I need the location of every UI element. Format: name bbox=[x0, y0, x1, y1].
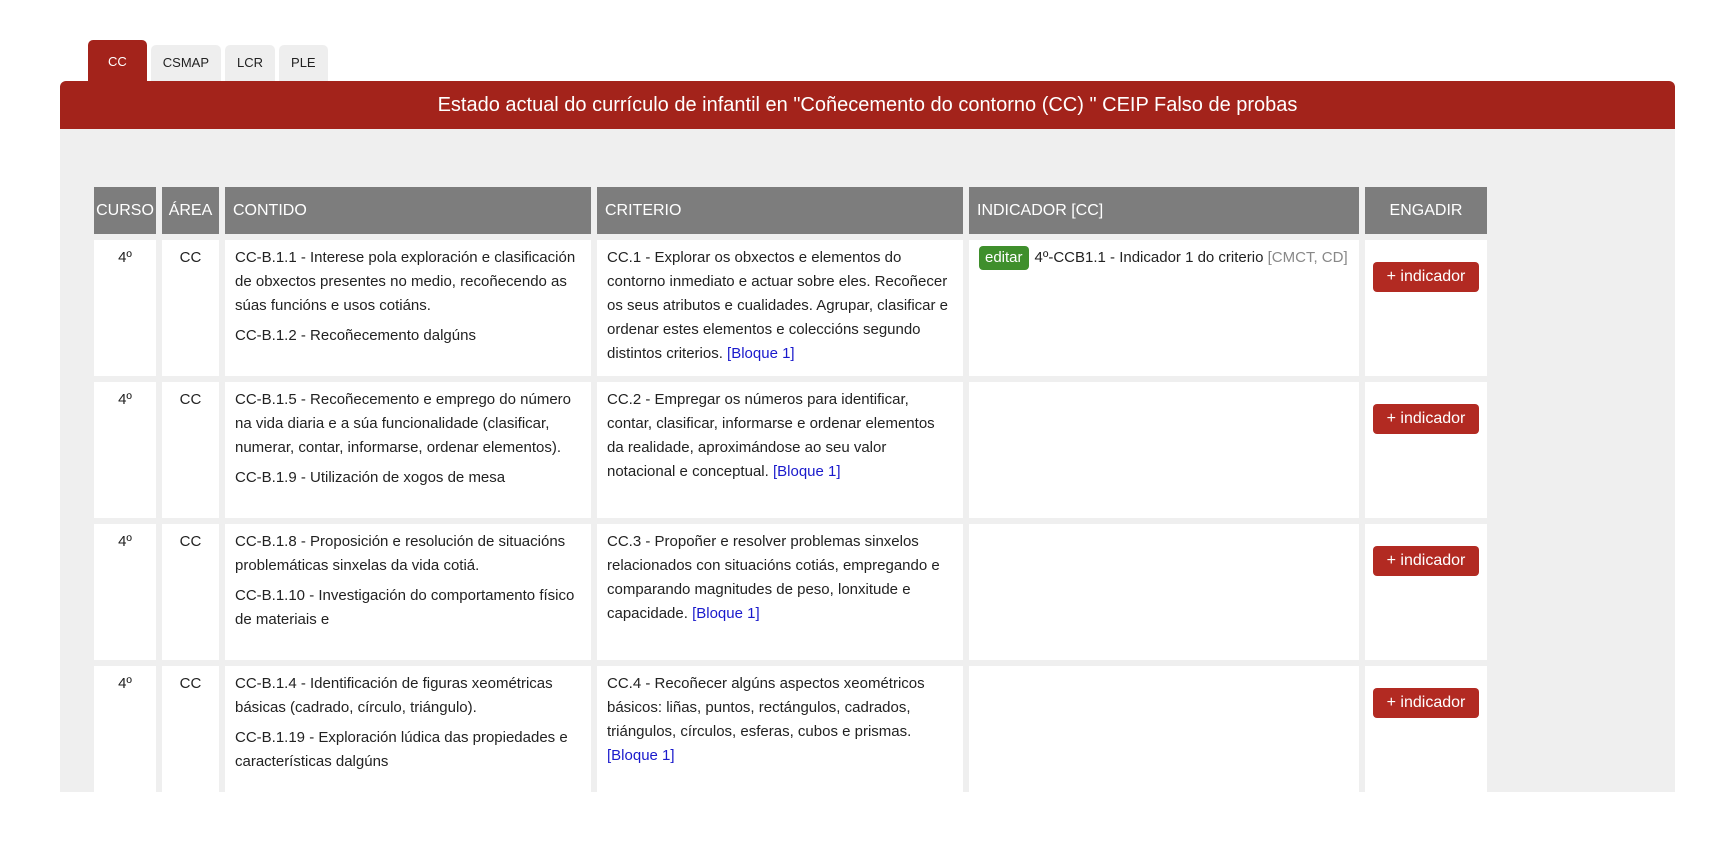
bloque-link[interactable]: [Bloque 1] bbox=[607, 747, 675, 764]
indicador-competences: [CMCT, CD] bbox=[1267, 249, 1348, 266]
cell-area bbox=[162, 666, 219, 802]
add-indicator-button[interactable]: + indicador bbox=[1373, 262, 1480, 292]
cell-contido bbox=[225, 524, 591, 660]
bloque-link[interactable]: [Bloque 1] bbox=[772, 463, 841, 480]
table-row bbox=[94, 240, 1487, 376]
cell-area bbox=[162, 382, 219, 518]
criterio-desc: CC.4 - Recoñecer algúns aspectos xeométricos básicos: liñas, puntos, rectángulos, cadrados, triángulos, círculos, esferas, cubos e prismas. bbox=[607, 675, 925, 740]
area-value: CC bbox=[179, 391, 202, 408]
panel-body bbox=[60, 129, 1675, 792]
contido-item: CC-B.1.8 - Proposición e resolución de situacións problemáticas sinxelas da vida cotiá. bbox=[235, 533, 566, 574]
cell-area bbox=[162, 240, 219, 376]
curso-value: 4º bbox=[118, 391, 132, 408]
curso-value: 4º bbox=[118, 675, 132, 692]
contido-item: CC-B.1.5 - Recoñecemento e emprego do número na vida diaria e a súa funcionalidade (clasificar, numerar, contar, informarse, ordenar elementos). bbox=[235, 391, 572, 456]
cell-indicador bbox=[969, 666, 1359, 802]
criterio-desc: CC.2 - Empregar os números para identificar, contar, clasificar, informarse e ordenar elementos da realidade, aproximándose ao seu valor notacional e conceptual. bbox=[607, 391, 935, 480]
col-header-curso[interactable]: CURSO bbox=[94, 187, 156, 234]
cell-engadir bbox=[1365, 524, 1487, 660]
table-body bbox=[94, 240, 1487, 802]
indicador-list bbox=[969, 240, 1359, 376]
col-header-indicador[interactable]: INDICADOR [CC] bbox=[969, 187, 1359, 234]
contido-item: CC-B.1.1 - Interese pola exploración e clasificación de obxectos presentes no medio, recoñecendo as súas funcións e usos cotiáns. bbox=[235, 249, 576, 314]
table-row bbox=[94, 666, 1487, 802]
table-header-row bbox=[94, 187, 1487, 234]
area-value: CC bbox=[179, 533, 202, 550]
cell-area bbox=[162, 524, 219, 660]
tab-lcr[interactable]: LCR bbox=[225, 45, 275, 81]
cell-criterio bbox=[597, 666, 963, 802]
indicador-text: 4º-CCB1.1 - Indicador 1 do criterio bbox=[1034, 249, 1264, 266]
cell-engadir bbox=[1365, 240, 1487, 376]
contido-list bbox=[225, 382, 591, 518]
indicador-list bbox=[969, 382, 1359, 518]
criterio-desc: CC.3 - Propoñer e resolver problemas sinxelos relacionados con situacións cotiás, empregando e comparando magnitudes de peso, lonxitude e capacidade. bbox=[607, 533, 940, 622]
edit-indicator-button[interactable]: editar bbox=[979, 246, 1029, 270]
table-row bbox=[94, 524, 1487, 660]
criterio-desc: CC.1 - Explorar os obxectos e elementos do contorno inmediato e actuar sobre eles. Recoñecer os seus atributos e cualidades. Agrupar, clasificar e ordenar estes elementos e coleccións segundo distintos criterios. bbox=[607, 249, 949, 362]
col-header-engadir[interactable]: ENGADIR bbox=[1365, 187, 1487, 234]
table-row bbox=[94, 382, 1487, 518]
criterio-text bbox=[597, 524, 963, 660]
criterio-text bbox=[597, 666, 963, 802]
contido-item: CC-B.1.2 - Recoñecemento dalgúns bbox=[235, 327, 476, 344]
area-value: CC bbox=[179, 249, 202, 266]
indicador-text-wrap bbox=[1035, 246, 1349, 270]
cell-criterio bbox=[597, 524, 963, 660]
col-header-contido[interactable]: CONTIDO bbox=[225, 187, 591, 234]
curso-value: 4º bbox=[118, 249, 132, 266]
curriculum-table bbox=[88, 181, 1493, 808]
tab-bar bbox=[60, 40, 1675, 81]
add-indicator-button[interactable]: + indicador bbox=[1373, 546, 1480, 576]
contido-list bbox=[225, 240, 591, 376]
add-indicator-button[interactable]: + indicador bbox=[1373, 688, 1480, 718]
contido-item: CC-B.1.10 - Investigación do comportamento físico de materiais e bbox=[235, 587, 575, 628]
bloque-link[interactable]: [Bloque 1] bbox=[692, 605, 760, 622]
col-header-criterio[interactable]: CRITERIO bbox=[597, 187, 963, 234]
tab-csmap[interactable]: CSMAP bbox=[151, 45, 221, 81]
curriculum-page bbox=[60, 40, 1675, 792]
cell-indicador bbox=[969, 524, 1359, 660]
area-value: CC bbox=[179, 675, 202, 692]
cell-contido bbox=[225, 240, 591, 376]
cell-engadir bbox=[1365, 382, 1487, 518]
cell-engadir bbox=[1365, 666, 1487, 802]
add-indicator-button[interactable]: + indicador bbox=[1373, 404, 1480, 434]
contido-list bbox=[225, 666, 591, 802]
page-title: Estado actual do currículo de infantil en "Coñecemento do contorno (CC) " CEIP Falso de probas bbox=[60, 81, 1675, 129]
cell-indicador bbox=[969, 382, 1359, 518]
cell-contido bbox=[225, 382, 591, 518]
tab-cc[interactable]: CC bbox=[88, 40, 147, 81]
contido-item: CC-B.1.19 - Exploración lúdica das propiedades e características dalgúns bbox=[235, 729, 568, 770]
criterio-text bbox=[597, 382, 963, 518]
cell-curso bbox=[94, 240, 156, 376]
cell-indicador bbox=[969, 240, 1359, 376]
criterio-text bbox=[597, 240, 963, 376]
col-header-area[interactable]: ÁREA bbox=[162, 187, 219, 234]
indicador-list bbox=[969, 666, 1359, 802]
curso-value: 4º bbox=[118, 533, 132, 550]
indicador-item bbox=[979, 246, 1349, 270]
cell-criterio bbox=[597, 382, 963, 518]
cell-contido bbox=[225, 666, 591, 802]
bloque-link[interactable]: [Bloque 1] bbox=[727, 345, 795, 362]
contido-list bbox=[225, 524, 591, 660]
cell-curso bbox=[94, 524, 156, 660]
cell-curso bbox=[94, 666, 156, 802]
tab-ple[interactable]: PLE bbox=[279, 45, 328, 81]
cell-criterio bbox=[597, 240, 963, 376]
contido-item: CC-B.1.4 - Identificación de figuras xeométricas básicas (cadrado, círculo, triángulo). bbox=[235, 675, 553, 716]
indicador-list bbox=[969, 524, 1359, 660]
contido-item: CC-B.1.9 - Utilización de xogos de mesa bbox=[235, 469, 506, 486]
cell-curso bbox=[94, 382, 156, 518]
